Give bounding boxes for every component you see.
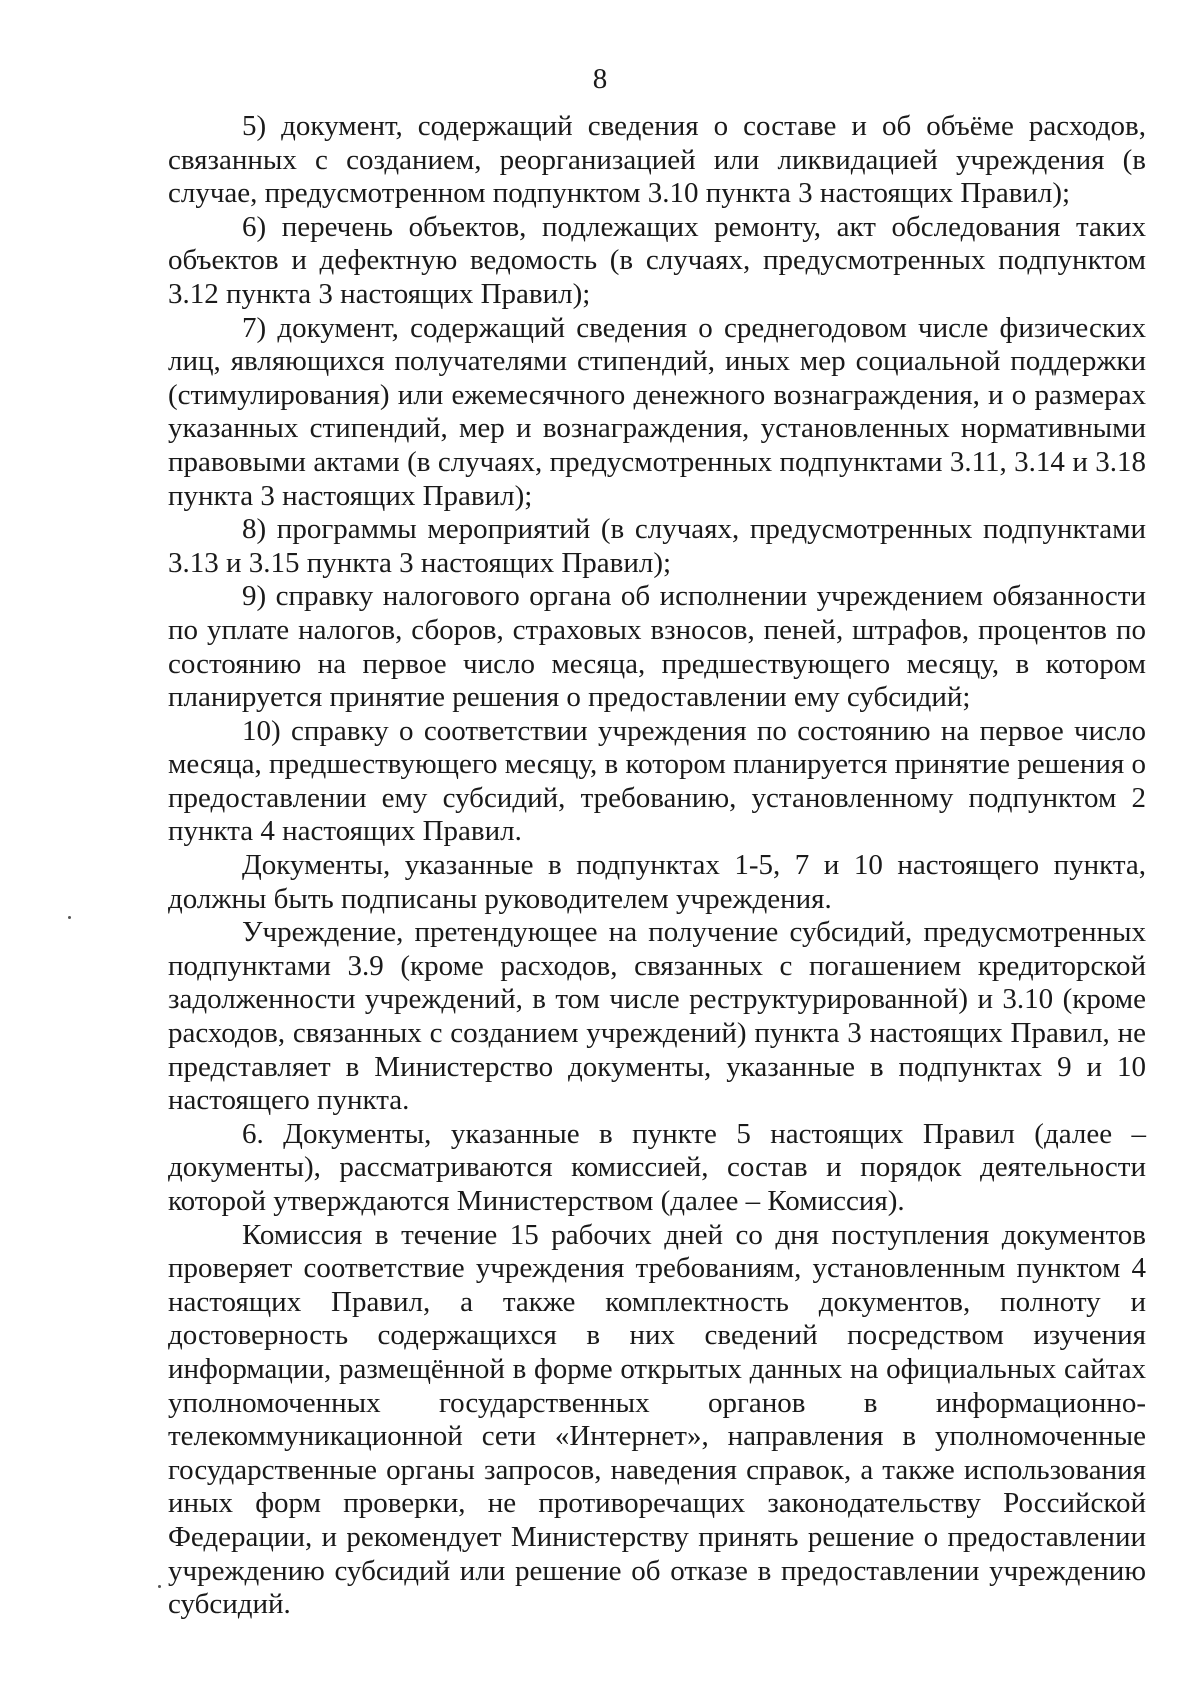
scan-speck [158,1585,161,1588]
paragraph-subitem-9: 9) справку налогового органа об исполнении учреждением обязанности по уплате налогов, сборов, страховых взносов, пеней, штрафов, процентов по состоянию на первое число месяца, предшествующего месяцу, в котором планируется принятие решения о предоставлении ему субсидий; [168,580,1146,714]
paragraph-clause-6: 6. Документы, указанные в пункте 5 настоящих Правил (далее – документы), рассматриваются комиссией, состав и порядок деятельности которой утверждаются Министерством (далее – Комиссия). [168,1117,1146,1217]
paragraph-subitem-5: 5) документ, содержащий сведения о составе и об объёме расходов, связанных с созданием, реорганизацией или ликвидацией учреждения (в случае, предусмотренном подпунктом 3.10 пункта 3 настоящих Правил); [168,110,1146,210]
document-body [168,110,1146,1622]
paragraph-exemption: Учреждение, претендующее на получение субсидий, предусмотренных подпунктами 3.9 (кроме расходов, связанных с погашением кредиторской задолженности учреждений, в том числе реструктурированной) и 3.10 (кроме расходов, связанных с созданием учреждений) пункта 3 настоящих Правил, не представляет в Министерство документы, указанные в подпунктах 9 и 10 настоящего пункта. [168,916,1146,1117]
paragraph-signature-requirement: Документы, указанные в подпунктах 1-5, 7 и 10 настоящего пункта, должны быть подписаны руководителем учреждения. [168,849,1146,915]
paragraph-subitem-6: 6) перечень объектов, подлежащих ремонту, акт обследования таких объектов и дефектную ведомость (в случаях, предусмотренных подпунктом 3.12 пункта 3 настоящих Правил); [168,210,1146,310]
page-number: 8 [592,63,608,95]
paragraph-subitem-8: 8) программы мероприятий (в случаях, предусмотренных подпунктами 3.13 и 3.15 пункта 3 настоящих Правил); [168,513,1146,579]
paragraph-commission-review: Комиссия в течение 15 рабочих дней со дня поступления документов проверяет соответствие учреждения требованиям, установленным пунктом 4 настоящих Правил, а также комплектность документов, полноту и достоверность содержащихся в них сведений посредством изучения информации, размещённой в форме открытых данных на официальных сайтах уполномоченных государственных органов в информационно-телекоммуникационной сети «Интернет», направления в уполномоченные государственные органы запросов, наведения справок, а также использования иных форм проверки, не противоречащих законодательству Российской Федерации, и рекомендует Министерству принять решение о предоставлении учреждению субсидий или решение об отказе в предоставлении учреждению субсидий. [168,1218,1146,1621]
paragraph-subitem-7: 7) документ, содержащий сведения о среднегодовом числе физических лиц, являющихся получателями стипендий, иных мер социальной поддержки (стимулирования) или ежемесячного денежного вознаграждения, и о размерах указанных стипендий, мер и вознаграждения, установленных нормативными правовыми актами (в случаях, предусмотренных подпунктами 3.11, 3.14 и 3.18 пункта 3 настоящих Правил); [168,311,1146,512]
paragraph-subitem-10: 10) справку о соответствии учреждения по состоянию на первое число месяца, предшествующего месяцу, в котором планируется принятие решения о предоставлении ему субсидий, требованию, установленному подпунктом 2 пункта 4 настоящих Правил. [168,714,1146,848]
scan-speck [68,916,71,919]
